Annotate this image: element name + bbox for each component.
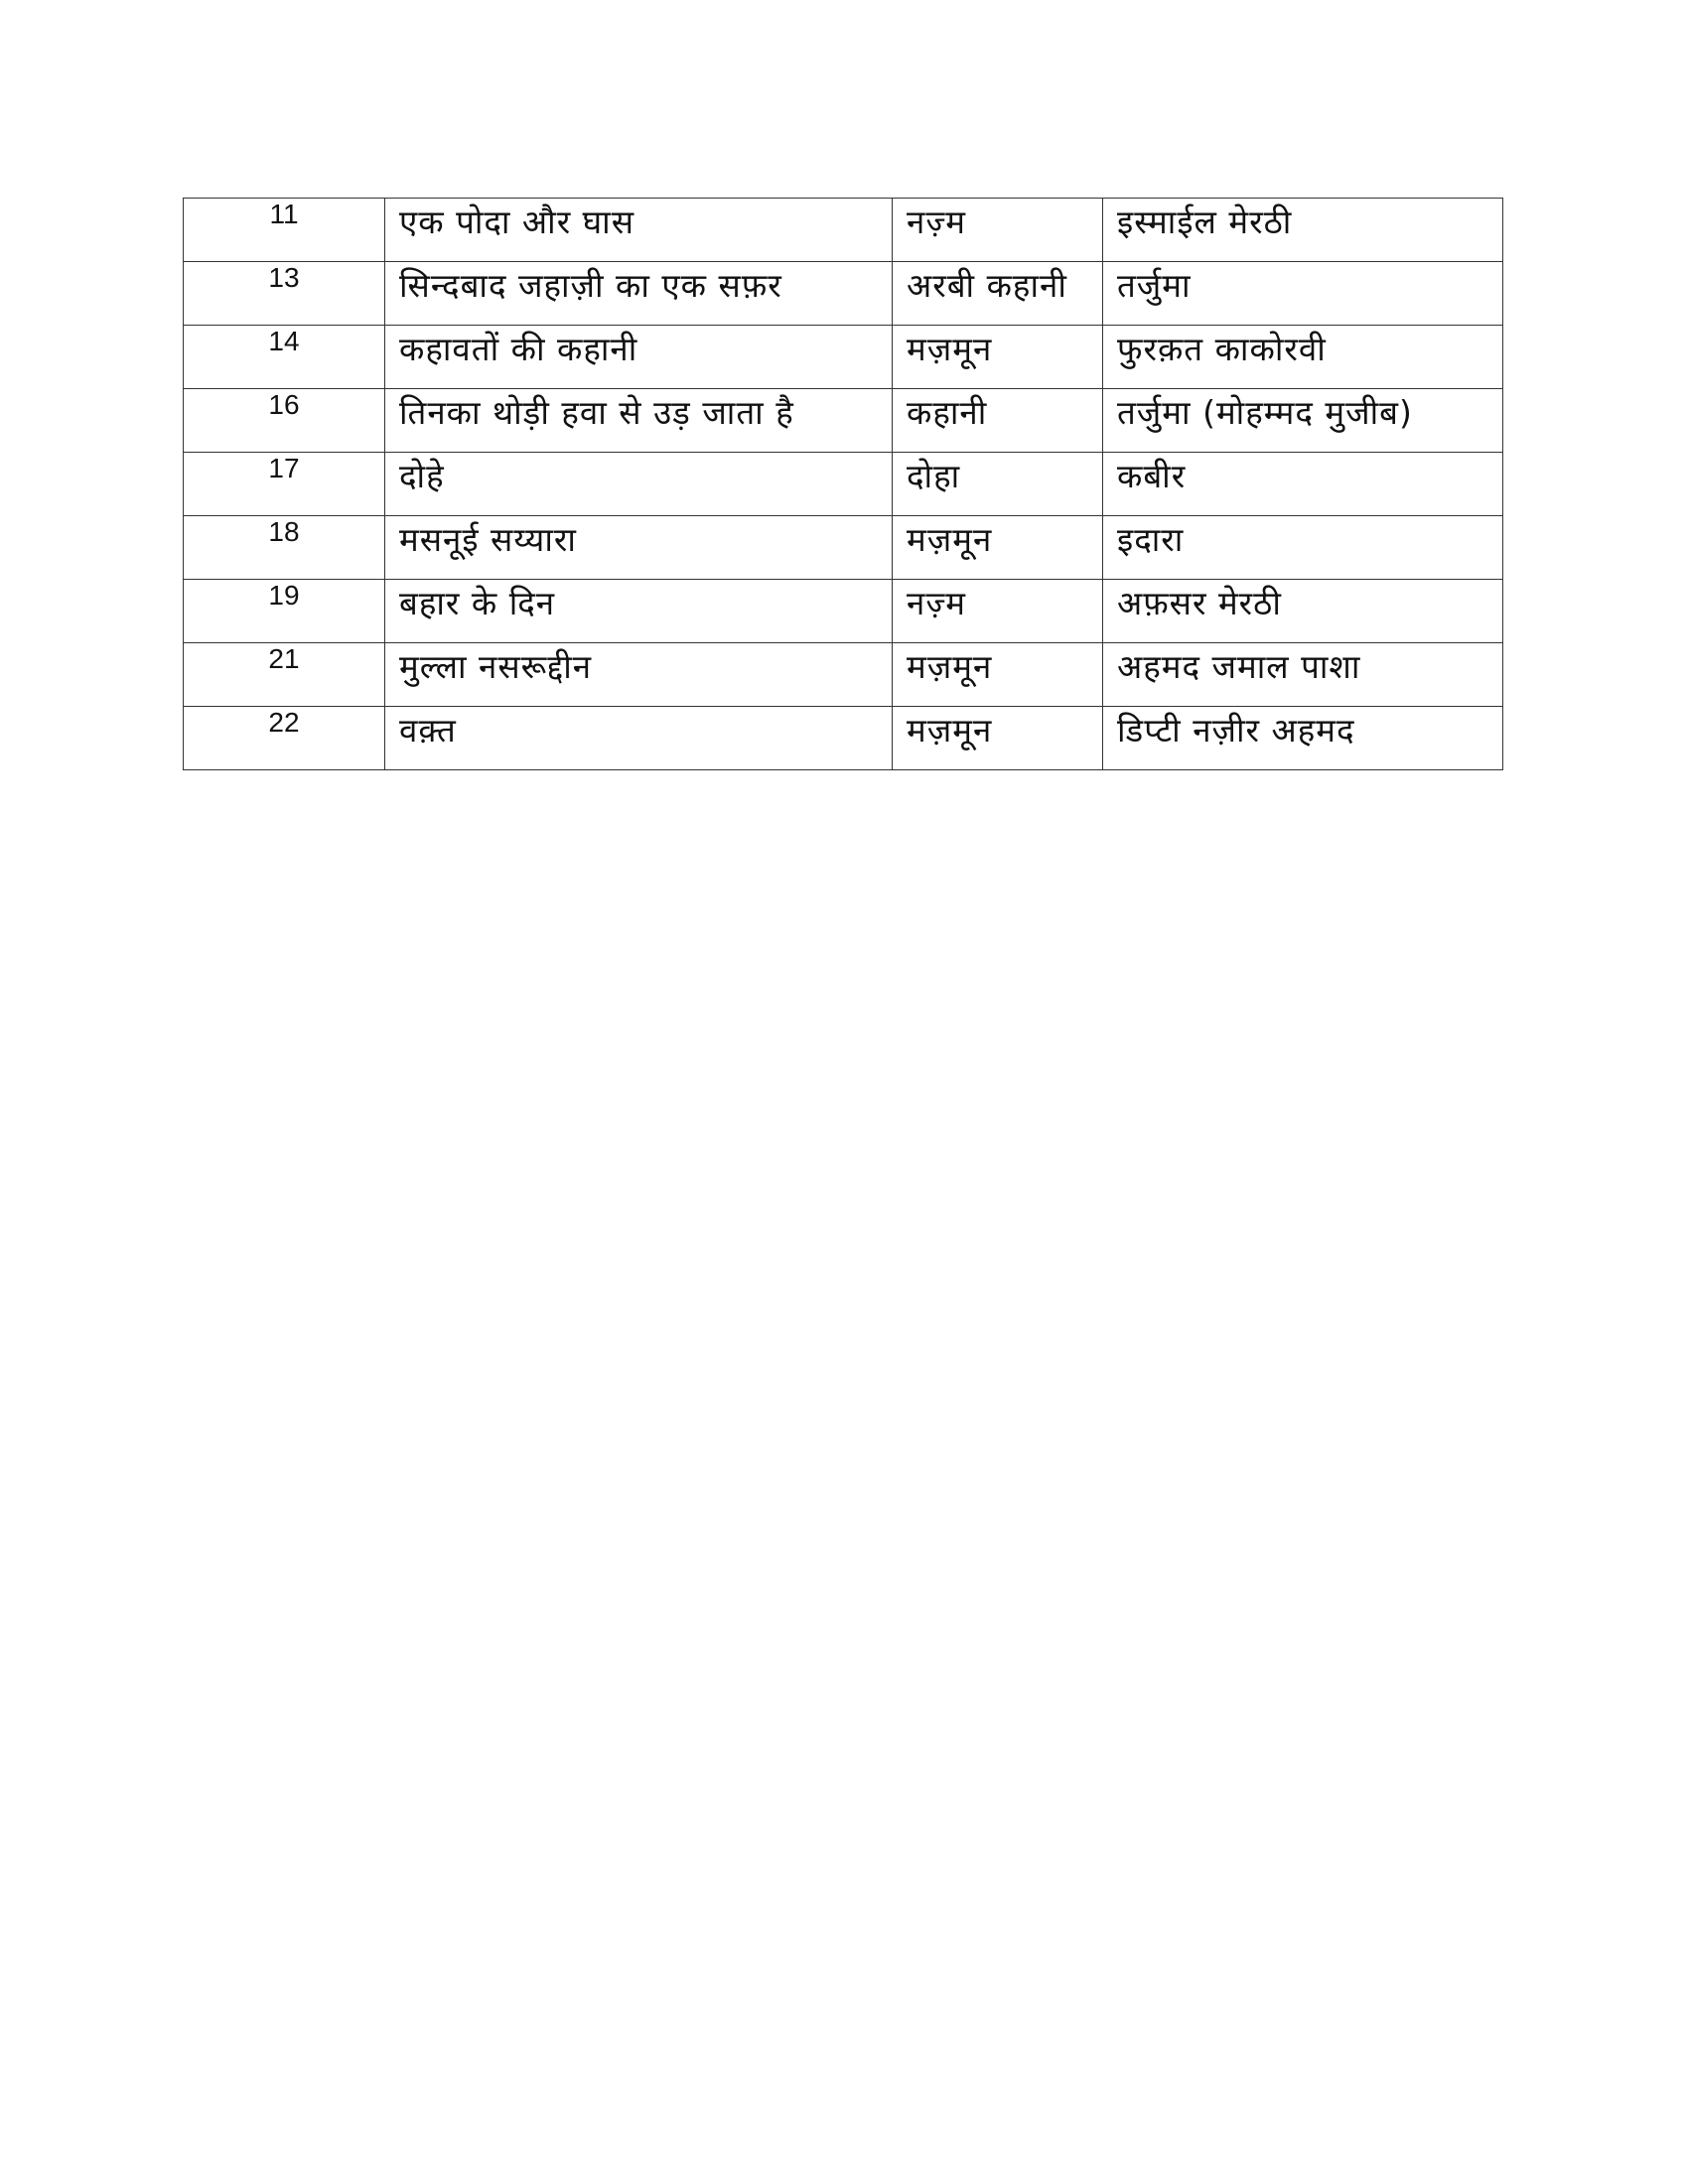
lesson-genre: मज़मून (893, 516, 1103, 580)
lesson-title: मुल्ला नसरूद्दीन (385, 643, 893, 707)
table-row (184, 199, 1503, 262)
lesson-title: मसनूई सय्यारा (385, 516, 893, 580)
lesson-genre: मज़मून (893, 643, 1103, 707)
lesson-author: कबीर (1103, 453, 1503, 516)
row-number: 11 (184, 199, 385, 262)
lesson-genre: मज़मून (893, 707, 1103, 770)
lesson-genre: नज़्म (893, 580, 1103, 643)
table-row (184, 389, 1503, 453)
contents-table (183, 198, 1503, 770)
table-row (184, 262, 1503, 326)
lesson-genre: मज़मून (893, 326, 1103, 389)
lesson-genre: दोहा (893, 453, 1103, 516)
table-row (184, 453, 1503, 516)
table-row (184, 707, 1503, 770)
row-number: 19 (184, 580, 385, 643)
lesson-title: तिनका थोड़ी हवा से उड़ जाता है (385, 389, 893, 453)
lesson-author: फुरक़त काकोरवी (1103, 326, 1503, 389)
lesson-title: एक पोदा और घास (385, 199, 893, 262)
row-number: 22 (184, 707, 385, 770)
lesson-author: अहमद जमाल पाशा (1103, 643, 1503, 707)
lesson-author: डिप्टी नज़ीर अहमद (1103, 707, 1503, 770)
row-number: 21 (184, 643, 385, 707)
lesson-genre: अरबी कहानी (893, 262, 1103, 326)
lesson-author: तर्जुमा (मोहम्मद मुजीब) (1103, 389, 1503, 453)
lesson-genre: नज़्म (893, 199, 1103, 262)
lesson-title: बहार के दिन (385, 580, 893, 643)
table-row (184, 326, 1503, 389)
lesson-title: दोहे (385, 453, 893, 516)
lesson-author: तर्जुमा (1103, 262, 1503, 326)
lesson-title: सिन्दबाद जहाज़ी का एक सफ़र (385, 262, 893, 326)
lesson-author: इदारा (1103, 516, 1503, 580)
lesson-author: अफ़सर मेरठी (1103, 580, 1503, 643)
table-row (184, 580, 1503, 643)
table-row (184, 643, 1503, 707)
row-number: 14 (184, 326, 385, 389)
row-number: 13 (184, 262, 385, 326)
lesson-title: कहावतों की कहानी (385, 326, 893, 389)
row-number: 17 (184, 453, 385, 516)
lesson-genre: कहानी (893, 389, 1103, 453)
row-number: 18 (184, 516, 385, 580)
table-row (184, 516, 1503, 580)
lesson-author: इस्माईल मेरठी (1103, 199, 1503, 262)
lesson-title: वक़्त (385, 707, 893, 770)
row-number: 16 (184, 389, 385, 453)
